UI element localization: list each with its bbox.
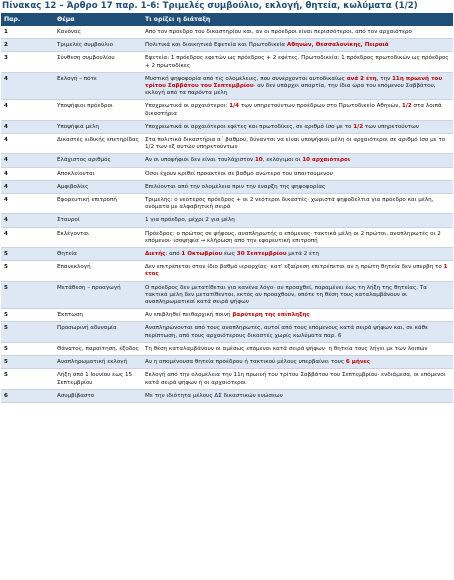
table-row [1,72,453,100]
table-row [1,167,453,180]
description-text: Δεν επιτρέπεται στον ίδιο βαθμό ιεραρχίας· κατ' εξαίρεση επιτρέπεται αν η πρώτη θητεία δεν υπερβη το [145,264,444,271]
description-text: Αν οι υποψήφιοι δεν είναι τουλάχιστον [145,157,255,164]
description-text: των υπηρετούντων [363,123,419,130]
table-row [1,356,453,369]
table-row [1,194,453,214]
row-topic: Εκλέγονται [54,227,142,247]
table-row [1,322,453,342]
table-row [1,52,453,72]
row-topic: Επανεκλογή [54,261,142,281]
highlighted-text: 1 Οκτωβρίου [181,251,223,258]
row-topic: Υποψήφια μέλη [54,120,142,133]
highlighted-text: 6 μήνες [345,359,371,366]
row-description [142,248,453,261]
header-row [1,13,453,26]
description-text: Από τον πρόεδρο του δικαστηρίου και, αν οι πρόεδροι είναι περισσότεροι, από τον αρχαιότερο [145,29,412,35]
table-row [1,39,453,52]
highlighted-text: 11η πρωινή του τρίτου Σαββάτου του Σεπτεμβρίου [145,75,443,90]
description-text: : από [165,251,182,258]
row-paragraph: 5 [1,248,54,261]
row-paragraph: 4 [1,180,54,193]
description-text: μετά 2 έτη [286,251,319,258]
description-text: Τριμελής: ο νεότερος πρόεδρος + οι 2 νεότεροι δικαστές· χωριστά ψηφοδέλτια για πρόεδρο και μέλη, ονόματα με αλφαβητική σειρά [145,197,434,211]
highlighted-text: βαρύτερη της επίπληξης [232,312,310,319]
row-description [142,281,453,309]
row-paragraph: 4 [1,227,54,247]
row-paragraph: 4 [1,214,54,227]
table-row [1,248,453,261]
row-description [142,227,453,247]
table-row [1,26,453,39]
table-row [1,134,453,154]
description-text: των υπηρετούντων προέδρων στο Πρωτοδικείο Αθηνών, [239,103,402,110]
description-text: Αν επιβληθεί πειθαρχική ποινή [145,312,233,319]
description-text: , την [376,75,393,82]
row-description [142,389,453,402]
row-topic: Προσωρινή αδυναμία [54,322,142,342]
description-text: Εκλογή από την ολομέλεια την 11η πρωινή του τρίτου Σαββάτου του Σεπτεμβρίου· ενδιάμεσα, οι επόμενοι κατά σειρά ψήφων ή οι αρχαιότεροι [145,372,446,386]
row-paragraph: 2 [1,39,54,52]
table-row [1,180,453,193]
highlighted-text: 30 Σεπτεμβρίου [236,251,287,258]
row-topic: Σύνθεση συμβουλίου [54,52,142,72]
description-text: · αν δεν υπάρχει απαρτία, την ίδια ώρα του επόμενου Σαββάτου, εκλογή από τα παρόντα μέλη [145,83,436,97]
row-paragraph: 4 [1,154,54,167]
row-paragraph: 4 [1,120,54,133]
row-topic: Μετάθεση – προαγωγή [54,281,142,309]
description-text: Αναπληρώνονται από τους αναπληρωτές, αυτοί από τους επόμενους κατά σειρά ψήφων και, σε κάθε περίπτωση, από τους αρχαιότερους δικαστές χωρίς κωλύματα παρ. 6 [145,325,429,339]
row-topic: Σταυροί [54,214,142,227]
description-text: Στα πολιτικά δικαστήρια α΄ βαθμού, δύνανται να είναι υποψήφιοι μέλη οι αρχαιότεροι σε αριθμό ίσο με το 1/2 των εξ αυτών υπηρετούντων [145,137,446,151]
row-paragraph: 4 [1,194,54,214]
description-text: στα λοιπά δικαστήρια [145,103,442,117]
table-title: Πίνακας 12 – Άρθρο 17 παρ. 1-6: Τριμελές συμβούλιο, εκλογή, θητεία, κωλύματα (1/2) [2,1,418,11]
row-description [142,39,453,52]
row-topic: Θητεία [54,248,142,261]
description-text: Πρόεδρος: ο πρώτος σε ψήφους, αναπληρωτής ο επόμενος· τακτικά μέλη οι 2 πρώτοι, αναπληρωτές οι 2 επόμενοι· ισοψηφία → κλήρωση από την εφορευτική επιτροπή [145,230,441,244]
table-row [1,281,453,309]
highlighted-text: 1/2 [353,123,364,130]
row-topic: Κανόνας [54,26,142,39]
description-text: Αν η απομένουσα θητεία προέδρου ή τακτικού μέλους υπερβαίνει τους [145,359,346,366]
highlighted-text: 1 έτος [145,264,448,278]
row-paragraph: 5 [1,322,54,342]
row-paragraph: 5 [1,342,54,355]
description-text: Τη θέση καταλαμβάνουν οι αμέσως επόμενοι κατά σειρά ψήφων· η θητεία τους λήγει με των λοιπών [145,345,428,352]
table-row [1,214,453,227]
row-description [142,214,453,227]
table-row [1,389,453,402]
row-topic: Ελάχιστος αριθμός [54,154,142,167]
table-row [1,261,453,281]
highlighted-text: ανά 2 έτη [346,75,377,82]
row-description [142,180,453,193]
row-paragraph: 5 [1,356,54,369]
row-paragraph: 4 [1,100,54,120]
row-description [142,52,453,72]
row-paragraph: 5 [1,261,54,281]
description-text: Με την ιδιότητα μέλους ΔΣ δικαστικών ενώσεων [145,392,283,399]
table-row [1,309,453,322]
row-topic: Λήξη από 1 Ιουνίου έως 15 Σεπτεμβρίου [54,369,142,389]
table-row [1,369,453,389]
row-topic: Υποψήφιοι πρόεδροι [54,100,142,120]
row-description [142,100,453,120]
row-description [142,154,453,167]
row-paragraph: 5 [1,369,54,389]
row-paragraph: 4 [1,167,54,180]
header-topic: Θέμα [54,13,142,26]
header-par: Παρ. [1,13,54,26]
description-text: Πολιτικά και διοικητικά Εφετεία και Πρωτοδικεία [145,42,287,49]
row-description [142,26,453,39]
row-topic: Εκλογή – πότε [54,72,142,100]
row-topic: Έκπτωση [54,309,142,322]
row-topic: Δικαστές ειδικής επετηρίδας [54,134,142,154]
highlighted-text: 1/4 [229,103,240,110]
description-text: Επιλύονται από την ολομέλεια πριν την έναρξη της ψηφοφορίας [145,183,326,190]
description-text: 1 για πρόεδρο, μέχρι 2 για μέλη [145,217,235,224]
row-description [142,261,453,281]
description-text: Εφετεία: 1 πρόεδρος εφετών ως πρόεδρος + 2 εφέτες. Πρωτοδικεία: 1 πρόεδρος πρωτοδικών ως πρόεδρος + 2 πρωτοδίκες [145,55,449,69]
row-description [142,356,453,369]
row-paragraph: 5 [1,281,54,309]
table-row [1,120,453,133]
row-description [142,72,453,100]
provisions-table [1,13,453,403]
description-text: Όσοι έχουν κριθεί προακτέοι σε βαθμό ανώτερο του απαιτούμενου [145,170,333,177]
row-description [142,134,453,154]
row-topic: Εφορευτική επιτροπή [54,194,142,214]
row-description [142,369,453,389]
table-row [1,227,453,247]
description-text: Υποχρεωτικά οι αρχαιότεροι: [145,103,230,110]
highlighted-text: 1/2 [401,103,412,110]
row-topic: Αναπληρωματική εκλογή [54,356,142,369]
description-text: Μυστική ψηφοφορία από τις ολομέλειες, που συνέρχονται αυτοδικαίως [145,75,347,82]
table-row [1,154,453,167]
row-description [142,342,453,355]
row-topic: Ασυμβίβαστο [54,389,142,402]
row-topic: Τριμελές συμβούλιο [54,39,142,52]
header-desc: Τι ορίζει η διάταξη [142,13,453,26]
row-description [142,120,453,133]
row-topic: Αμφιβολίες [54,180,142,193]
highlighted-text: Αθηνών, Θεσσαλονίκης, Πειραιά [286,42,389,49]
description-text: έως [222,251,237,258]
row-paragraph: 3 [1,52,54,72]
row-description [142,309,453,322]
table-row [1,100,453,120]
row-paragraph: 4 [1,72,54,100]
highlighted-text: 10 αρχαιότεροι [302,157,351,164]
row-topic: Θάνατος, παραίτηση, έξοδος [54,342,142,355]
row-description [142,322,453,342]
row-paragraph: 6 [1,389,54,402]
row-topic: Αποκλείονται [54,167,142,180]
row-paragraph: 4 [1,134,54,154]
row-paragraph: 1 [1,26,54,39]
row-description [142,167,453,180]
highlighted-text: Διετής [145,251,166,258]
description-text: Ο πρόεδρος δεν μετατίθεται για κανένα λόγο· αν προαχθεί, παραμένει έως τη λήξη της θητείας. Τα τακτικά μέλη δεν μετατίθενται, εκτός αν προαχθούν, οπότε τη θέση τους καταλαμβάνουν οι αναπληρωματικοί κατά σειρά ψήφων [145,284,427,306]
table-row [1,342,453,355]
description-text: Υποχρεωτικά οι αρχαιότεροι εφέτες και πρωτοδίκες, σε αριθμό ίσο με το [145,123,354,130]
row-description [142,194,453,214]
description-text: , εκλόγιμοι οι [262,157,303,164]
row-paragraph: 5 [1,309,54,322]
highlighted-text: 10 [254,157,263,164]
